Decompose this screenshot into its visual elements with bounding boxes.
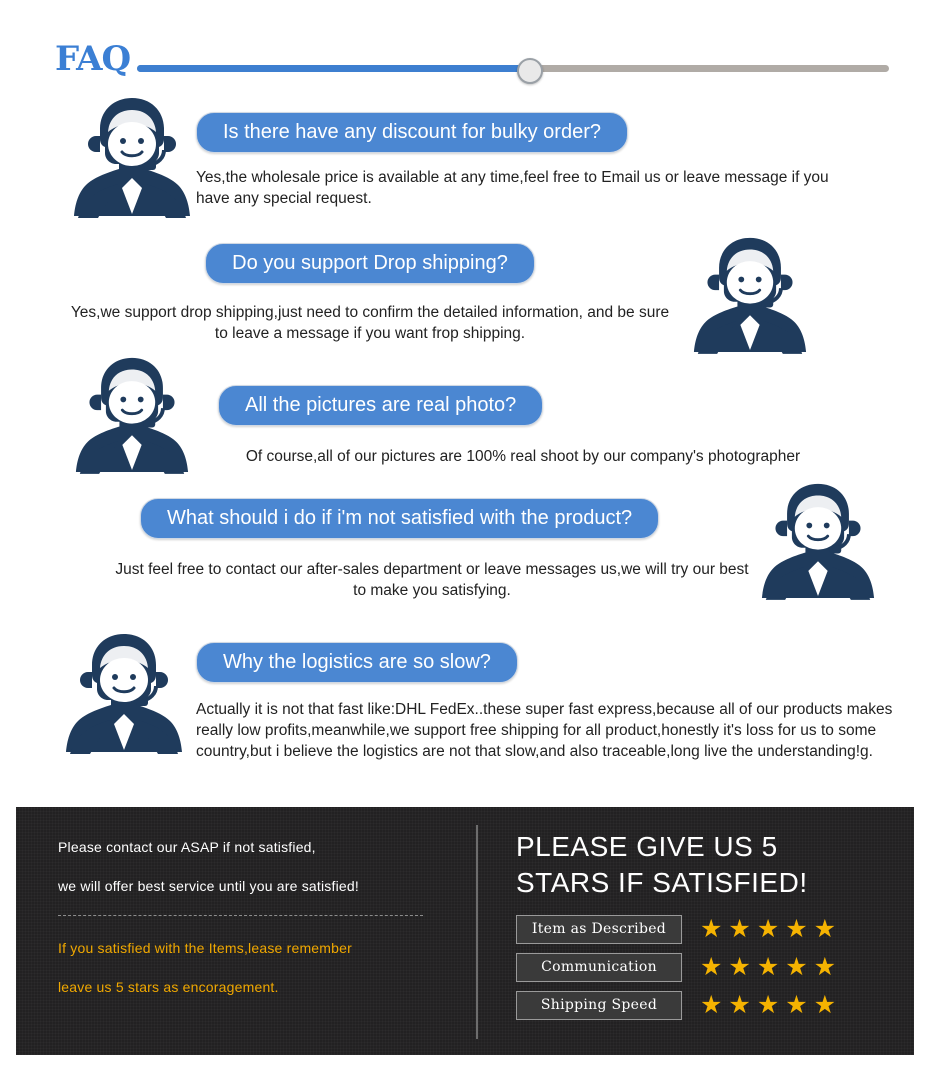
rating-row (516, 953, 896, 982)
footer-left-column (58, 837, 453, 1016)
dashed-divider (58, 915, 423, 916)
faq-answer: Yes,the wholesale price is available at any time,feel free to Email us or leave message if you have any special request. (196, 169, 829, 207)
rating-label: Shipping Speed (516, 991, 682, 1020)
star-rating-icon: ★★★★★ (700, 915, 843, 943)
footer-panel (16, 807, 914, 1055)
star-rating-icon: ★★★★★ (700, 991, 843, 1019)
faq-answer: Just feel free to contact our after-sales department or leave messages us,we will try our best to make you satisfying. (115, 561, 749, 599)
page-title: FAQ (55, 39, 131, 79)
progress-slider-fill (137, 65, 528, 72)
operator-avatar-icon (74, 352, 190, 474)
star-rating-icon: ★★★★★ (700, 953, 843, 981)
slider-knob-icon[interactable] (517, 58, 543, 84)
faq-answer: Of course,all of our pictures are 100% real shoot by our company's photographer (245, 448, 801, 465)
operator-avatar-icon (692, 232, 808, 354)
rating-rows (516, 915, 896, 1020)
faq-item-bulky-order (196, 112, 896, 209)
rating-label: Communication (516, 953, 682, 982)
rating-label: Item as Described (516, 915, 682, 944)
faq-item-drop-shipping (60, 243, 680, 344)
faq-answer: Yes,we support drop shipping,just need to confirm the detailed information, and be sure to leave a message if you want frop shipping. (70, 304, 670, 342)
footer-text-line-2: we will offer best service until you are satisfied! (58, 878, 359, 894)
faq-question[interactable]: What should i do if i'm not satisfied with the product? (140, 498, 659, 539)
footer-divider (476, 825, 478, 1039)
operator-avatar-icon (760, 478, 876, 600)
rating-row (516, 915, 896, 944)
faq-question[interactable]: Is there have any discount for bulky order? (196, 112, 628, 153)
operator-avatar-icon (64, 628, 184, 754)
footer-text-line-3: If you satisfied with the Items,lease remember (58, 940, 352, 956)
footer-right-column (516, 829, 896, 1029)
footer-headline-line-1: PLEASE GIVE US 5 (516, 831, 778, 862)
faq-item-not-satisfied (115, 498, 749, 601)
faq-answer: Actually it is not that fast like:DHL FedEx..these super fast express,because all of our products makes really low profits,meanwhile,we support free shipping for all product,honestly it's loss for us to some country,but i believe the logistics are not that slow,and also traceable,long live the understanding!g. (196, 701, 893, 760)
footer-headline-line-2: STARS IF SATISFIED! (516, 867, 808, 898)
operator-avatar-icon (72, 92, 192, 218)
faq-question[interactable]: Do you support Drop shipping? (205, 243, 535, 284)
faq-item-real-photo (218, 385, 908, 467)
rating-row (516, 991, 896, 1020)
faq-question[interactable]: All the pictures are real photo? (218, 385, 543, 426)
faq-question[interactable]: Why the logistics are so slow? (196, 642, 518, 683)
faq-header (0, 18, 930, 78)
footer-text-line-1: Please contact our ASAP if not satisfied, (58, 839, 316, 855)
footer-text-line-4: leave us 5 stars as encoragement. (58, 979, 279, 995)
progress-slider-track[interactable] (137, 65, 889, 72)
faq-item-logistics-slow (196, 642, 912, 762)
